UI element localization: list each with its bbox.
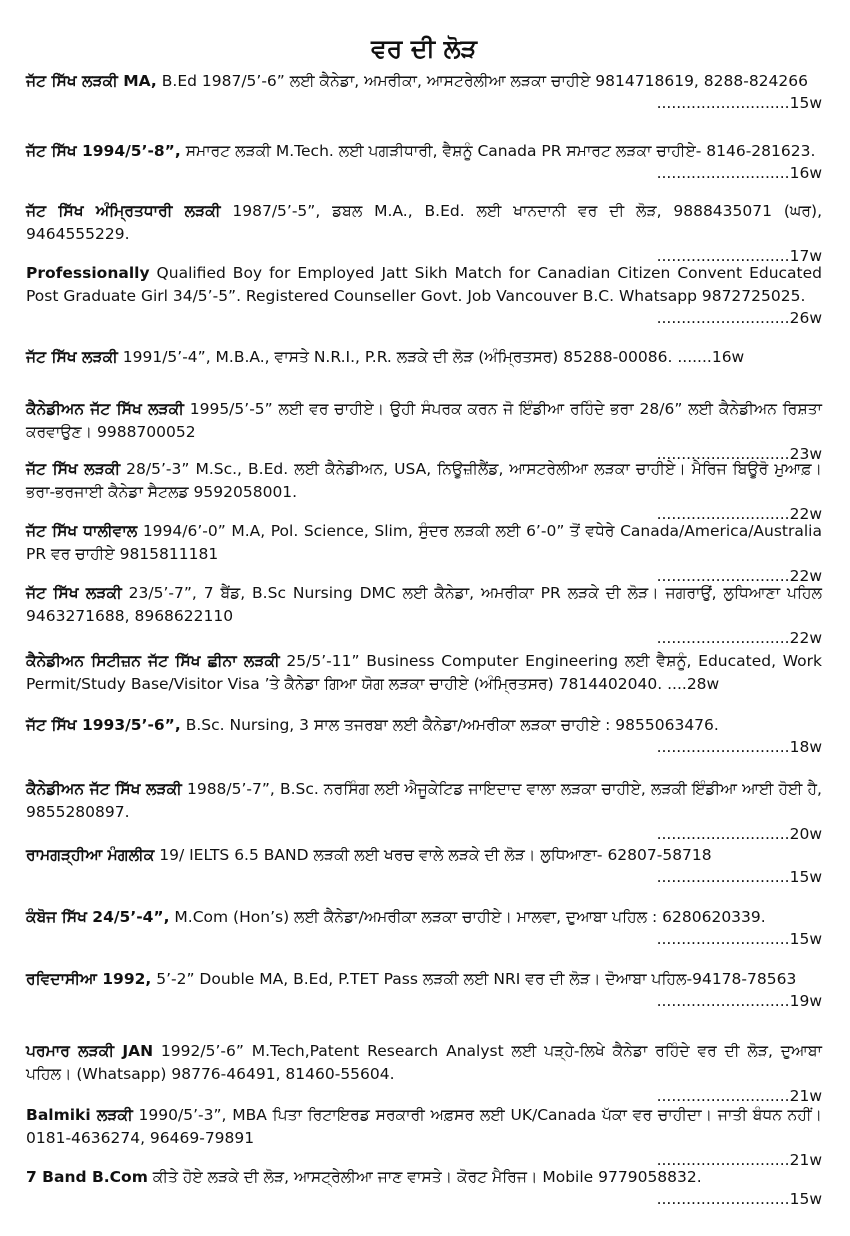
ad-listing (26, 520, 822, 587)
ad-body: B.Sc. Nursing, 3 ਸਾਲ ਤਜਰਬਾ ਲਈ ਕੈਨੇਡਾ/ਅਮਰੀਕਾ ਲੜਕਾ ਚਾਹੀਏ : 9855063476. (180, 716, 719, 734)
ad-text (26, 520, 822, 566)
ad-text (26, 778, 822, 824)
ad-text (26, 650, 822, 696)
ad-text (26, 398, 822, 444)
ad-code: ...........................23w (656, 445, 822, 463)
ad-code: ...........................26w (656, 309, 822, 327)
ad-code: ...........................22w (656, 567, 822, 585)
ad-lead: ਕੈਨੇਡੀਅਨ ਜੱਟ ਸਿੱਖ ਲੜਕੀ (26, 780, 182, 798)
ad-body: 1991/5’-4”, M.B.A., ਵਾਸਤੇ N.R.I., P.R. ਲੜਕੇ ਦੀ ਲੋੜ (ਅੰਮ੍ਰਿਤਸਰ) 85288-00086. (117, 348, 673, 366)
ad-lead: ਜੱਟ ਸਿੱਖ ਅੰਮ੍ਰਿਤਧਾਰੀ ਲੜਕੀ (26, 202, 221, 220)
ad-lead: ਕੰਬੋਜ ਸਿੱਖ 24/5’-4”, (26, 908, 170, 926)
ad-text (26, 968, 822, 991)
ad-text (26, 262, 822, 308)
ad-code: ...........................22w (656, 505, 822, 523)
ad-body: 25/5’-11” Business Computer Engineering ਲਈ ਵੈਸ਼ਨੂੰ, Educated, Work Permit/Study Base/Visitor Visa ’ਤੇ ਕੈਨੇਡਾ ਗਿਆ ਯੋਗ ਲੜਕਾ ਚਾਹੀਏ (ਅੰਮ੍ਰਿਤਸਰ) 7814402040. (26, 652, 822, 693)
ad-text (26, 200, 822, 246)
ad-body: 1988/5’-7”, B.Sc. ਨਰਸਿੰਗ ਲਈ ਐਜੂਕੇਟਿਡ ਜਾਇਦਾਦ ਵਾਲਾ ਲੜਕਾ ਚਾਹੀਏ, ਲੜਕੀ ਇੰਡੀਆ ਆਈ ਹੋਈ ਹੈ, 9855280897. (26, 780, 822, 821)
ad-text (26, 844, 822, 867)
ad-lead: ਪਰਮਾਰ ਲੜਕੀ JAN (26, 1042, 154, 1060)
ad-code: ...........................15w (656, 930, 822, 948)
ad-lead: Professionally (26, 264, 150, 282)
ad-body: 5’-2” Double MA, B.Ed, P.TET Pass ਲੜਕੀ ਲਈ NRI ਵਰ ਦੀ ਲੋੜ। ਦੋਆਬਾ ਪਹਿਲ-94178-78563 (151, 970, 797, 988)
ad-listing (26, 200, 822, 267)
ad-listing (26, 346, 822, 369)
ad-lead: ਜੱਟ ਸਿੱਖ ਲੜਕੀ (26, 584, 122, 602)
ad-text (26, 458, 822, 504)
ad-lead: ਜੱਟ ਸਿੱਖ ਲੜਕੀ (26, 460, 121, 478)
ad-code: ...........................15w (656, 1190, 822, 1208)
ad-body: 28/5’-3” M.Sc., B.Ed. ਲਈ ਕੈਨੇਡੀਅਨ, USA, ਨਿਊਜ਼ੀਲੈਂਡ, ਆਸਟਰੇਲੀਆ ਲੜਕਾ ਚਾਹੀਏ। ਮੈਰਿਜ ਬਿਊਰੋ ਮੁਆਫ਼। ਭਰਾ-ਭਰਜਾਈ ਕੈਨੇਡਾ ਸੈਟਲਡ 9592058001. (26, 460, 823, 501)
ad-listing (26, 714, 822, 758)
ad-lead: Balmiki ਲੜਕੀ (26, 1106, 133, 1124)
ad-body: B.Ed 1987/5’-6” ਲਈ ਕੈਨੇਡਾ, ਅਮਰੀਕਾ, ਆਸਟਰੇਲੀਆ ਲੜਕਾ ਚਾਹੀਏ 9814718619, 8288-824266 (156, 72, 808, 90)
ad-lead: ਜੱਟ ਸਿੱਖ 1993/5’-6”, (26, 716, 181, 734)
ad-listing (26, 906, 822, 950)
ad-code: ...........................18w (656, 738, 822, 756)
ad-code: ....28w (667, 675, 720, 693)
ad-listing (26, 398, 822, 465)
ad-text (26, 1040, 822, 1086)
ad-listing (26, 582, 822, 649)
ad-body: 1995/5’-5” ਲਈ ਵਰ ਚਾਹੀਏ। ਉਹੀ ਸੰਪਰਕ ਕਰਨ ਜੋ ਇੰਡੀਆ ਰਹਿੰਦੇ ਭਰਾ 28/6” ਲਈ ਕੈਨੇਡੀਅਨ ਰਿਸ਼ਤਾ ਕਰਵਾਉਣ। 9988700052 (26, 400, 822, 441)
ad-code: .......16w (677, 348, 745, 366)
ad-code: ...........................21w (656, 1087, 822, 1105)
ad-lead: ਜੱਟ ਸਿੱਖ ਧਾਲੀਵਾਲ (26, 522, 138, 540)
ad-listing (26, 844, 822, 888)
ad-lead: ਰਾਮਗੜ੍ਹੀਆ ਮੰਗਲੀਕ (26, 846, 155, 864)
ad-code: ...........................15w (656, 868, 822, 886)
ad-lead: ਜੱਟ ਸਿੱਖ 1994/5’-8”, (26, 142, 181, 160)
ad-text (26, 1166, 822, 1189)
ad-listing (26, 968, 822, 1012)
ad-listing (26, 140, 822, 184)
ad-body: 1987/5’-5”, ਡਬਲ M.A., B.Ed. ਲਈ ਖਾਨਦਾਨੀ ਵਰ ਦੀ ਲੋੜ, 9888435071 (ਘਰ), 9464555229. (26, 202, 822, 243)
ad-text (26, 70, 822, 93)
ad-code: ...........................21w (656, 1151, 822, 1169)
ad-code: ...........................15w (656, 94, 822, 112)
ad-lead: ਕੈਨੇਡੀਅਨ ਸਿਟੀਜ਼ਨ ਜੱਟ ਸਿੱਖ ਛੀਨਾ ਲੜਕੀ (26, 652, 280, 670)
ad-code: ...........................20w (656, 825, 822, 843)
ad-listing (26, 70, 822, 114)
ad-listing (26, 1040, 822, 1107)
ad-text (26, 714, 822, 737)
ad-code: ...........................22w (656, 629, 822, 647)
page-title: ਵਰ ਦੀ ਲੋੜ (371, 34, 477, 63)
ad-text (26, 346, 822, 369)
ad-lead: ਜੱਟ ਸਿੱਖ ਲੜਕੀ (26, 348, 118, 366)
ad-lead: ਕੈਨੇਡੀਅਨ ਜੱਟ ਸਿੱਖ ਲੜਕੀ (26, 400, 184, 418)
ad-body: 1990/5’-3”, MBA ਪਿਤਾ ਰਿਟਾਇਰਡ ਸਰਕਾਰੀ ਅਫ਼ਸਰ ਲਈ UK/Canada ਪੱਕਾ ਵਰ ਚਾਹੀਦਾ। ਜਾਤੀ ਬੰਧਨ ਨਹੀਂ। 0181-4636274, 96469-79891 (26, 1106, 822, 1147)
ad-lead: 7 Band B.Com (26, 1168, 148, 1186)
ad-body: 1992/5’-6” M.Tech,Patent Research Analyst ਲਈ ਪੜ੍ਹੇ-ਲਿਖੇ ਕੈਨੇਡਾ ਰਹਿੰਦੇ ਵਰ ਦੀ ਲੋੜ, ਦੁਆਬਾ ਪਹਿਲ। (Whatsapp) 98776-46491, 81460-55604. (26, 1042, 822, 1083)
ad-body: 1994/6’-0” M.A, Pol. Science, Slim, ਸੁੰਦਰ ਲੜਕੀ ਲਈ 6’-0” ਤੋਂ ਵਧੇਰੇ Canada/America/Australia PR ਵਰ ਚਾਹੀਏ 9815811181 (26, 522, 822, 563)
ad-text (26, 582, 822, 628)
ad-lead: ਜੱਟ ਸਿੱਖ ਲੜਕੀ MA, (26, 72, 157, 90)
ad-listing (26, 650, 822, 696)
ad-listing (26, 458, 822, 525)
ad-lead: ਰਵਿਦਾਸੀਆ 1992, (26, 970, 152, 988)
ad-listing (26, 262, 822, 329)
ad-listing (26, 1166, 822, 1210)
ad-code: ...........................16w (656, 164, 822, 182)
ad-text (26, 140, 822, 163)
ad-code: ...........................19w (656, 992, 822, 1010)
ad-body: 19/ IELTS 6.5 BAND ਲੜਕੀ ਲਈ ਖਰਚ ਵਾਲੇ ਲੜਕੇ ਦੀ ਲੋੜ। ਲੁਧਿਆਣਾ- 62807-58718 (154, 846, 712, 864)
ad-text (26, 1104, 822, 1150)
ad-body: Qualified Boy for Employed Jatt Sikh Match for Canadian Citizen Convent Educated Post Graduate Girl 34/5’-5”. Registered Counseller Govt. Job Vancouver B.C. Whatsapp 9872725025. (26, 264, 822, 305)
ad-listing (26, 778, 822, 845)
ad-listing (26, 1104, 822, 1171)
ad-code: ...........................17w (656, 247, 822, 265)
ad-text (26, 906, 822, 929)
ad-body: M.Com (Hon’s) ਲਈ ਕੈਨੇਡਾ/ਅਮਰੀਕਾ ਲੜਕਾ ਚਾਹੀਏ। ਮਾਲਵਾ, ਦੁਆਬਾ ਪਹਿਲ : 6280620339. (169, 908, 766, 926)
ad-body: ਕੀਤੇ ਹੋਏ ਲੜਕੇ ਦੀ ਲੋੜ, ਆਸਟ੍ਰੇਲੀਆ ਜਾਣ ਵਾਸਤੇ। ਕੋਰਟ ਮੈਰਿਜ। Mobile 9779058832. (147, 1168, 702, 1186)
ad-body: ਸਮਾਰਟ ਲੜਕੀ M.Tech. ਲਈ ਪਗੜੀਧਾਰੀ, ਵੈਸ਼ਨੂੰ Canada PR ਸਮਾਰਟ ਲੜਕਾ ਚਾਹੀਏ- 8146-281623. (180, 142, 816, 160)
ad-body: 23/5’-7”, 7 ਬੈਂਡ, B.Sc Nursing DMC ਲਈ ਕੈਨੇਡਾ, ਅਮਰੀਕਾ PR ਲੜਕੇ ਦੀ ਲੋੜ। ਜਗਰਾਉਂ, ਲੁਧਿਆਣਾ ਪਹਿਲ 9463271688, 8968622110 (26, 584, 823, 625)
